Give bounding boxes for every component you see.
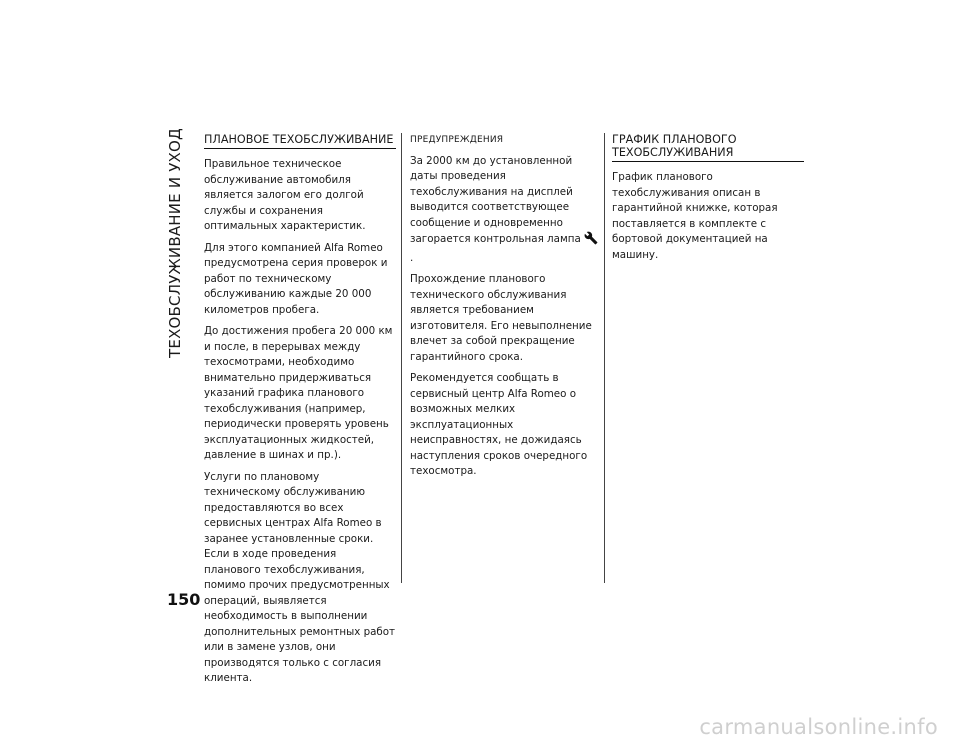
paragraph: Прохождение планового технического обслуживания является требованием изготовителя. Его невыполнение влечет за собой прекращение гарантийного срока. [410,273,592,363]
column-warnings [410,133,600,486]
paragraph-text: За 2000 км до установленной даты проведения техобслуживания на дисплей выводится соответствующее сообщение и одновременно загорается контрольная лампа [410,154,581,245]
paragraph: Рекомендуется сообщать в сервисный центр Alfa Romeo о возможных мелких эксплуатационных неисправностях, не дожидаясь наступления сроков очередного техосмотра. [410,372,588,477]
warnings-title: ПРЕДУПРЕЖДЕНИЯ [410,135,504,145]
paragraph: Правильное техническое обслуживание автомобиля является залогом его долгой службы и сохранения оптимальных характеристик. [204,158,366,232]
paragraph: До достижения пробега 20 000 км и после, в перерывах между техосмотрами, необходимо внимательно придерживаться указаний графика планового техобслуживания (например, периодически проверять уровень эксплуатационных жидкостей, давление в шинах и пр.). [204,325,393,461]
section-side-title [160,127,190,358]
heading-maintenance-schedule [612,133,804,162]
paragraph-with-icon [410,154,600,267]
wrench-icon [584,231,598,251]
heading-line-1: ГРАФИК ПЛАНОВОГО [612,133,737,146]
heading-scheduled-maintenance: ПЛАНОВОЕ ТЕХОБСЛУЖИВАНИЕ [204,133,396,149]
heading-line-2: ТЕХОБСЛУЖИВАНИЯ [612,146,734,159]
column-scheduled-maintenance [204,133,396,693]
page-number: 150 [167,590,201,609]
paragraph-text-end: . [410,251,414,264]
column-divider-1 [401,133,402,583]
column-divider-2 [604,133,605,583]
paragraph: Для этого компанией Alfa Romeo предусмотрена серия проверок и работ по техническому обслуживанию каждые 20 000 километров пробега. [204,241,388,316]
paragraph: График планового техобслуживания описан в гарантийной книжке, которая поставляется в комплекте с бортовой документацией на машину. [612,171,778,261]
paragraph: Услуги по плановому техническому обслуживанию предоставляются во всех сервисных центрах Alfa Romeo в заранее установленные сроки. Если в ходе проведения планового техобслуживания, помимо прочих предусмотренных операций, выявляется необходимость в выполнении дополнительных ремонтных работ или в замене узлов, они производятся только с согласия клиента. [204,470,396,684]
column-maintenance-schedule [612,133,804,269]
watermark-text: carmanualsonline.info [699,715,938,739]
section-side-title-text: ТЕХОБСЛУЖИВАНИЕ И УХОД [166,127,185,358]
